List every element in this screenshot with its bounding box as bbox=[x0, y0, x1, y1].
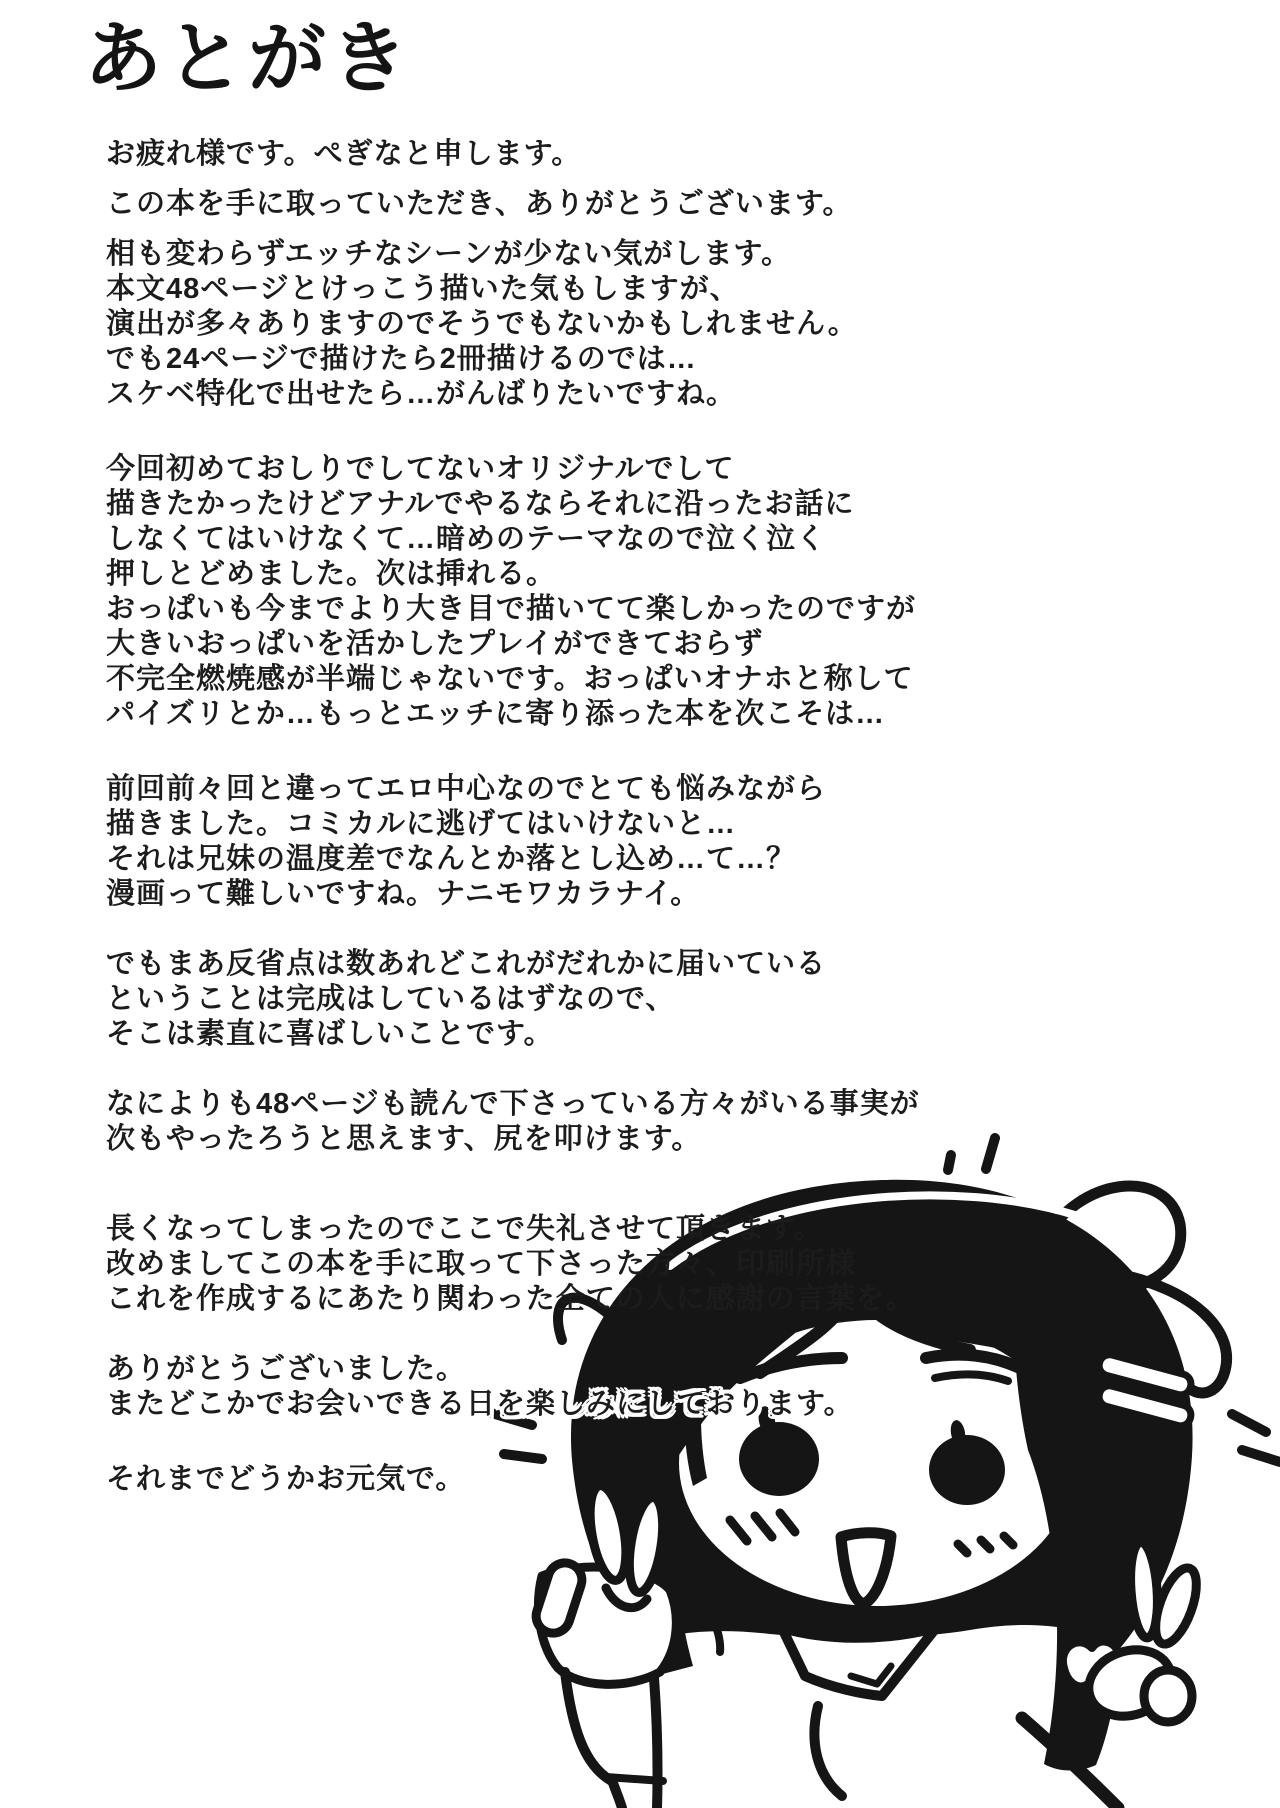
afterword-paragraph bbox=[106, 1352, 1006, 1422]
afterword-line: 漫画って難しいですね。ナニモワカラナイ。 bbox=[106, 878, 701, 910]
afterword-paragraph bbox=[106, 237, 1006, 412]
afterword-line: それまでどうかお元気で。 bbox=[106, 1463, 466, 1495]
afterword-line: 前回前々回と違ってエロ中心なのでとても悩みながら bbox=[106, 773, 827, 805]
afterword-line: 本文48ページとけっこう描いた気もしますが、 bbox=[106, 273, 740, 305]
afterword-paragraph bbox=[106, 187, 1006, 222]
afterword-line: 次もやったろうと思えます、尻を叩けます。 bbox=[106, 1123, 702, 1155]
afterword-paragraph bbox=[106, 1462, 1006, 1497]
afterword-paragraph bbox=[106, 452, 1006, 732]
afterword-line: 相も変わらずエッチなシーンが少ない気がします。 bbox=[106, 238, 792, 270]
afterword-line: 描きたかったけどアナルでやるならそれに沿ったお話に bbox=[106, 488, 855, 520]
afterword-paragraph bbox=[106, 1087, 1006, 1157]
afterword-paragraph bbox=[106, 137, 1006, 172]
afterword-line-over-art: またどこかでお会いできる日を楽しみにしております。 bbox=[106, 1388, 854, 1420]
afterword-line: スケベ特化で出せたら…がんばりたいですね。 bbox=[106, 378, 737, 410]
afterword-line: 描きました。コミカルに逃げてはいけないと… bbox=[106, 808, 737, 840]
afterword-paragraph bbox=[106, 1212, 1006, 1317]
afterword-line: そこは素直に喜ばしいことです。 bbox=[106, 1018, 554, 1050]
afterword-line: 大きいおっぱいを活かしたプレイができておらず bbox=[106, 628, 764, 660]
afterword-paragraph bbox=[106, 947, 1006, 1052]
afterword-line: それは兄妹の温度差でなんとか落とし込め…て…？ bbox=[106, 843, 797, 875]
afterword-line: おっぱいも今までより大き目で描いてて楽しかったのですが bbox=[106, 593, 917, 625]
afterword-line: 長くなってしまったのでここで失礼させて頂きます。 bbox=[106, 1213, 824, 1245]
chin-dot bbox=[856, 1618, 863, 1625]
afterword-line: でもまあ反省点は数あれどこれがだれかに届いている bbox=[106, 948, 827, 980]
afterword-body bbox=[106, 137, 1006, 1497]
page-title: あとがき bbox=[84, 14, 413, 102]
afterword-line: ありがとうございました。 bbox=[106, 1353, 467, 1385]
afterword-line: 押しとどめました。次は挿れる。 bbox=[106, 558, 557, 590]
afterword-paragraph bbox=[106, 772, 1006, 912]
afterword-line: この本を手に取っていただき、ありがとうございます。 bbox=[106, 188, 853, 220]
afterword-line: お疲れ様です。ぺぎなと申します。 bbox=[106, 138, 582, 170]
afterword-line: でも24ページで描けたら2冊描けるのでは… bbox=[106, 343, 697, 375]
afterword-line: パイズリとか…もっとエッチに寄り添った本を次こそは… bbox=[106, 698, 886, 730]
afterword-line: しなくてはいけなくて…暗めのテーマなので泣く泣く bbox=[106, 523, 827, 555]
afterword-line: なによりも48ページも読んで下さっている方々がいる事実が bbox=[106, 1088, 920, 1120]
afterword-line: これを作成するにあたり関わった全ての人に感謝の言葉を。 bbox=[106, 1283, 916, 1315]
afterword-line: 改めましてこの本を手に取って下さった方々、印刷所様 bbox=[106, 1248, 857, 1280]
afterword-line: 今回初めておしりでしてないオリジナルでして bbox=[106, 453, 735, 485]
afterword-line: 演出が多々ありますのでそうでもないかもしれません。 bbox=[106, 308, 858, 340]
afterword-line: ということは完成はしているはずなので、 bbox=[106, 983, 676, 1015]
afterword-line: 不完全燃焼感が半端じゃないです。おっぱいオナホと称して bbox=[106, 663, 914, 695]
